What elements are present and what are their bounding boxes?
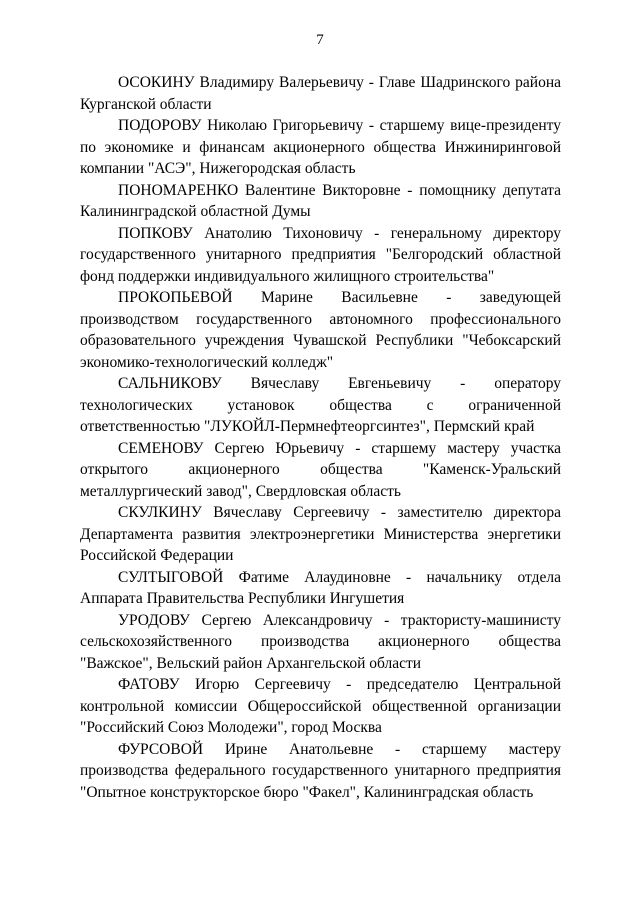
list-item: ОСОКИНУ Владимиру Валерьевичу - Главе Шадринского района Курганской области bbox=[80, 74, 561, 113]
list-item: ПОПКОВУ Анатолию Тихоновичу - генеральному директору государственного унитарного предприятия "Белгородский областной фонд поддержки индивидуального жилищного строительства" bbox=[80, 224, 561, 285]
list-item: СКУЛКИНУ Вячеславу Сергеевичу - заместителю директора Департамента развития электроэнергетики Министерства энергетики Российской Федерации bbox=[80, 504, 561, 564]
list-item: ФАТОВУ Игорю Сергеевичу - председателю Центральной контрольной комиссии Общероссийской общественной организации "Российский Союз Молодежи", город Москва bbox=[80, 676, 561, 736]
list-item: САЛЬНИКОВУ Вячеславу Евгеньевичу - оператору технологических установок общества с ограниченной ответственностью "ЛУКОЙЛ-Пермнефтеоргсинтез", Пермский край bbox=[80, 375, 561, 435]
list-item: ПОНОМАРЕНКО Валентине Викторовне - помощнику депутата Калининградской областной Думы bbox=[80, 181, 561, 220]
page-number: 7 bbox=[316, 32, 324, 48]
list-item: СЕМЕНОВУ Сергею Юрьевичу - старшему мастеру участка открытого акционерного общества "Каменск-Уральский металлургический завод", Свердловская область bbox=[80, 439, 561, 500]
list-item: СУЛТЫГОВОЙ Фатиме Алаудиновне - начальнику отдела Аппарата Правительства Республики Ингушетия bbox=[80, 568, 561, 607]
list-item: УРОДОВУ Сергею Александровичу - трактористу-машинисту сельскохозяйственного производства акционерного общества "Важское", Вельский район Архангельской области bbox=[80, 611, 561, 672]
list-item: ПОДОРОВУ Николаю Григорьевичу - старшему вице-президенту по экономике и финансам акционерного общества Инжиниринговой компании "АСЭ", Нижегородская область bbox=[80, 117, 561, 177]
list-item: ФУРСОВОЙ Ирине Анатольевне - старшему мастеру производства федерального государственного унитарного предприятия "Опытное конструкторское бюро "Факел", Калининградская область bbox=[80, 740, 561, 801]
recipient-list bbox=[80, 72, 561, 803]
list-item: ПРОКОПЬЕВОЙ Марине Васильевне - заведующей производством государственного автономного профессионального образовательного учреждения Чувашской Республики "Чебоксарский экономико-технологический колледж" bbox=[80, 289, 561, 371]
